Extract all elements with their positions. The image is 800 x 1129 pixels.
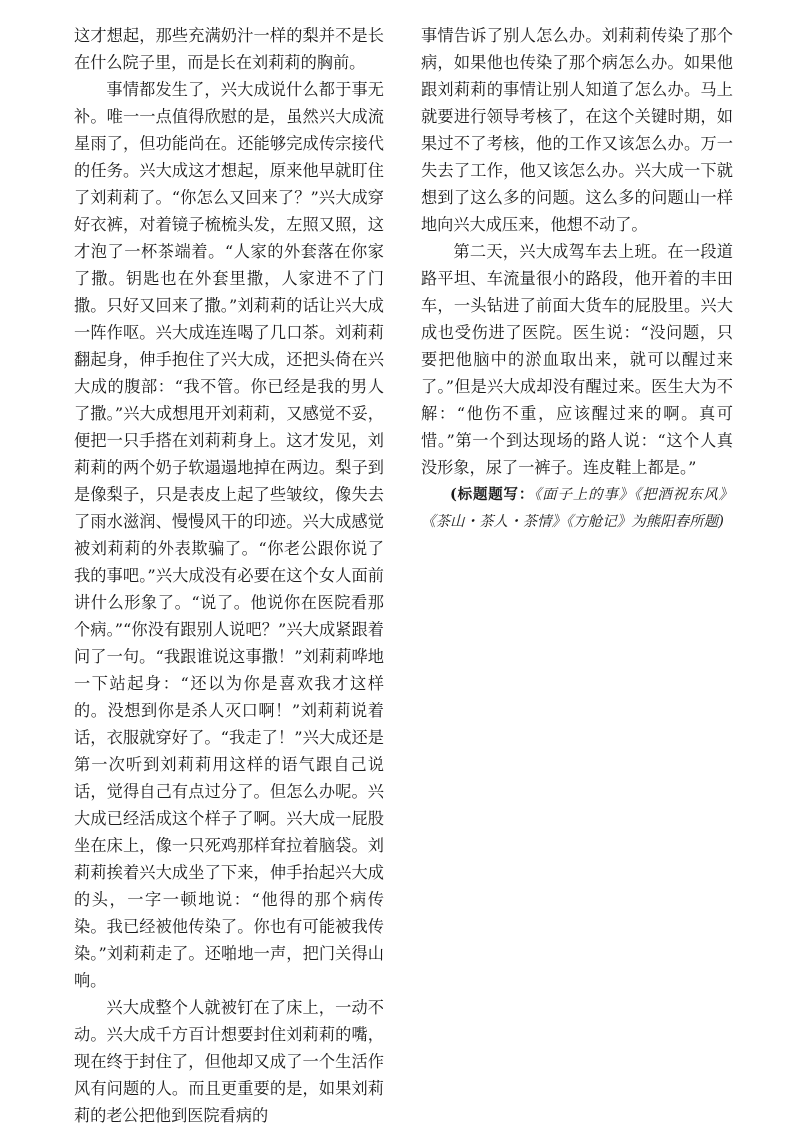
credit-lead: (标题题写： bbox=[450, 486, 535, 503]
paragraph: 兴大成整个人就被钉在了床上，一动不动。兴大成千方百计想要封住刘莉莉的嘴，现在终于封住了，但他却又成了一个生活作风有问题的人。而且更重要的是，如果刘莉莉的老公把他到医院看病的 bbox=[74, 998, 384, 1125]
title-calligraphy-credit bbox=[421, 481, 733, 536]
paragraph: 这才想起，那些充满奶汁一样的梨并不是长在什么院子里，而是长在刘莉莉的胸前。 bbox=[74, 26, 384, 72]
paragraph: 事情告诉了别人怎么办。刘莉莉传染了那个病，如果他也传染了那个病怎么办。如果他跟刘莉莉的事情让别人知道了怎么办。马上就要进行领导考核了，在这个关键时期，如果过不了考核，他的工作又该怎么办。万一失去了工作，他又该怎么办。兴大成一下就想到了这么多的问题。这么多的问题山一样地向兴大成压来，他想不动了。 bbox=[421, 26, 733, 234]
paragraph: 第二天，兴大成驾车去上班。在一段道路平坦、车流量很小的路段，他开着的丰田车，一头钻进了前面大货车的屁股里。兴大成也受伤进了医院。医生说：“没问题，只要把他脑中的淤血取出来，就可以醒过来了。”但是兴大成却没有醒过来。医生大为不解：“他伤不重，应该醒过来的啊。真可惜。”第一个到达现场的路人说：“这个人真没形象，尿了一裤子。连皮鞋上都是。” bbox=[421, 242, 733, 477]
credit-body: 《面子上的事》《把酒祝东风》《茶山・茶人・茶情》《方舱记》为熊阳春所题) bbox=[421, 487, 733, 530]
left-text-column bbox=[74, 22, 384, 1129]
paragraph: 事情都发生了，兴大成说什么都于事无补。唯一一点值得欣慰的是，虽然兴大成流星雨了，但功能尚在。还能够完成传宗接代的任务。兴大成这才想起，原来他早就盯住了刘莉莉了。“你怎么又回来了？”兴大成穿好衣裤，对着镜子梳梳头发，左照又照，这才泡了一杯茶端着。“人家的外套落在你家了撒。钥匙也在外套里撒，人家进不了门撒。只好又回来了撒。”刘莉莉的话让兴大成一阵作呕。兴大成连连喝了几口茶。刘莉莉翻起身，伸手抱住了兴大成，还把头倚在兴大成的腹部：“我不管。你已经是我的男人了撒。”兴大成想甩开刘莉莉，又感觉不妥，便把一只手搭在刘莉莉身上。这才发见，刘莉莉的两个奶子软遢遢地掉在两边。梨子到是像梨子，只是表皮上起了些皱纹，像失去了雨水滋润、慢慢风干的印迹。兴大成感觉被刘莉莉的外表欺骗了。“你老公跟你说了我的事吧。”兴大成没有必要在这个女人面前讲什么形象了。“说了。他说你在医院看那个病。”“你没有跟别人说吧？”兴大成紧跟着问了一句。“我跟谁说这事撒！”刘莉莉哗地一下站起身：“还以为你是喜欢我才这样的。没想到你是杀人灭口啊！”刘莉莉说着话，衣服就穿好了。“我走了！”兴大成还是第一次听到刘莉莉用这样的语气跟自己说话，觉得自己有点过分了。但怎么办呢。兴大成已经活成这个样子了啊。兴大成一屁股坐在床上，像一只死鸡那样耷拉着脑袋。刘莉莉挨着兴大成坐了下来，伸手抬起兴大成的头，一字一顿地说：“他得的那个病传染。我已经被他传染了。你也有可能被我传染。”刘莉莉走了。还啪地一声，把门关得山响。 bbox=[74, 80, 384, 990]
right-text-column bbox=[421, 22, 733, 536]
